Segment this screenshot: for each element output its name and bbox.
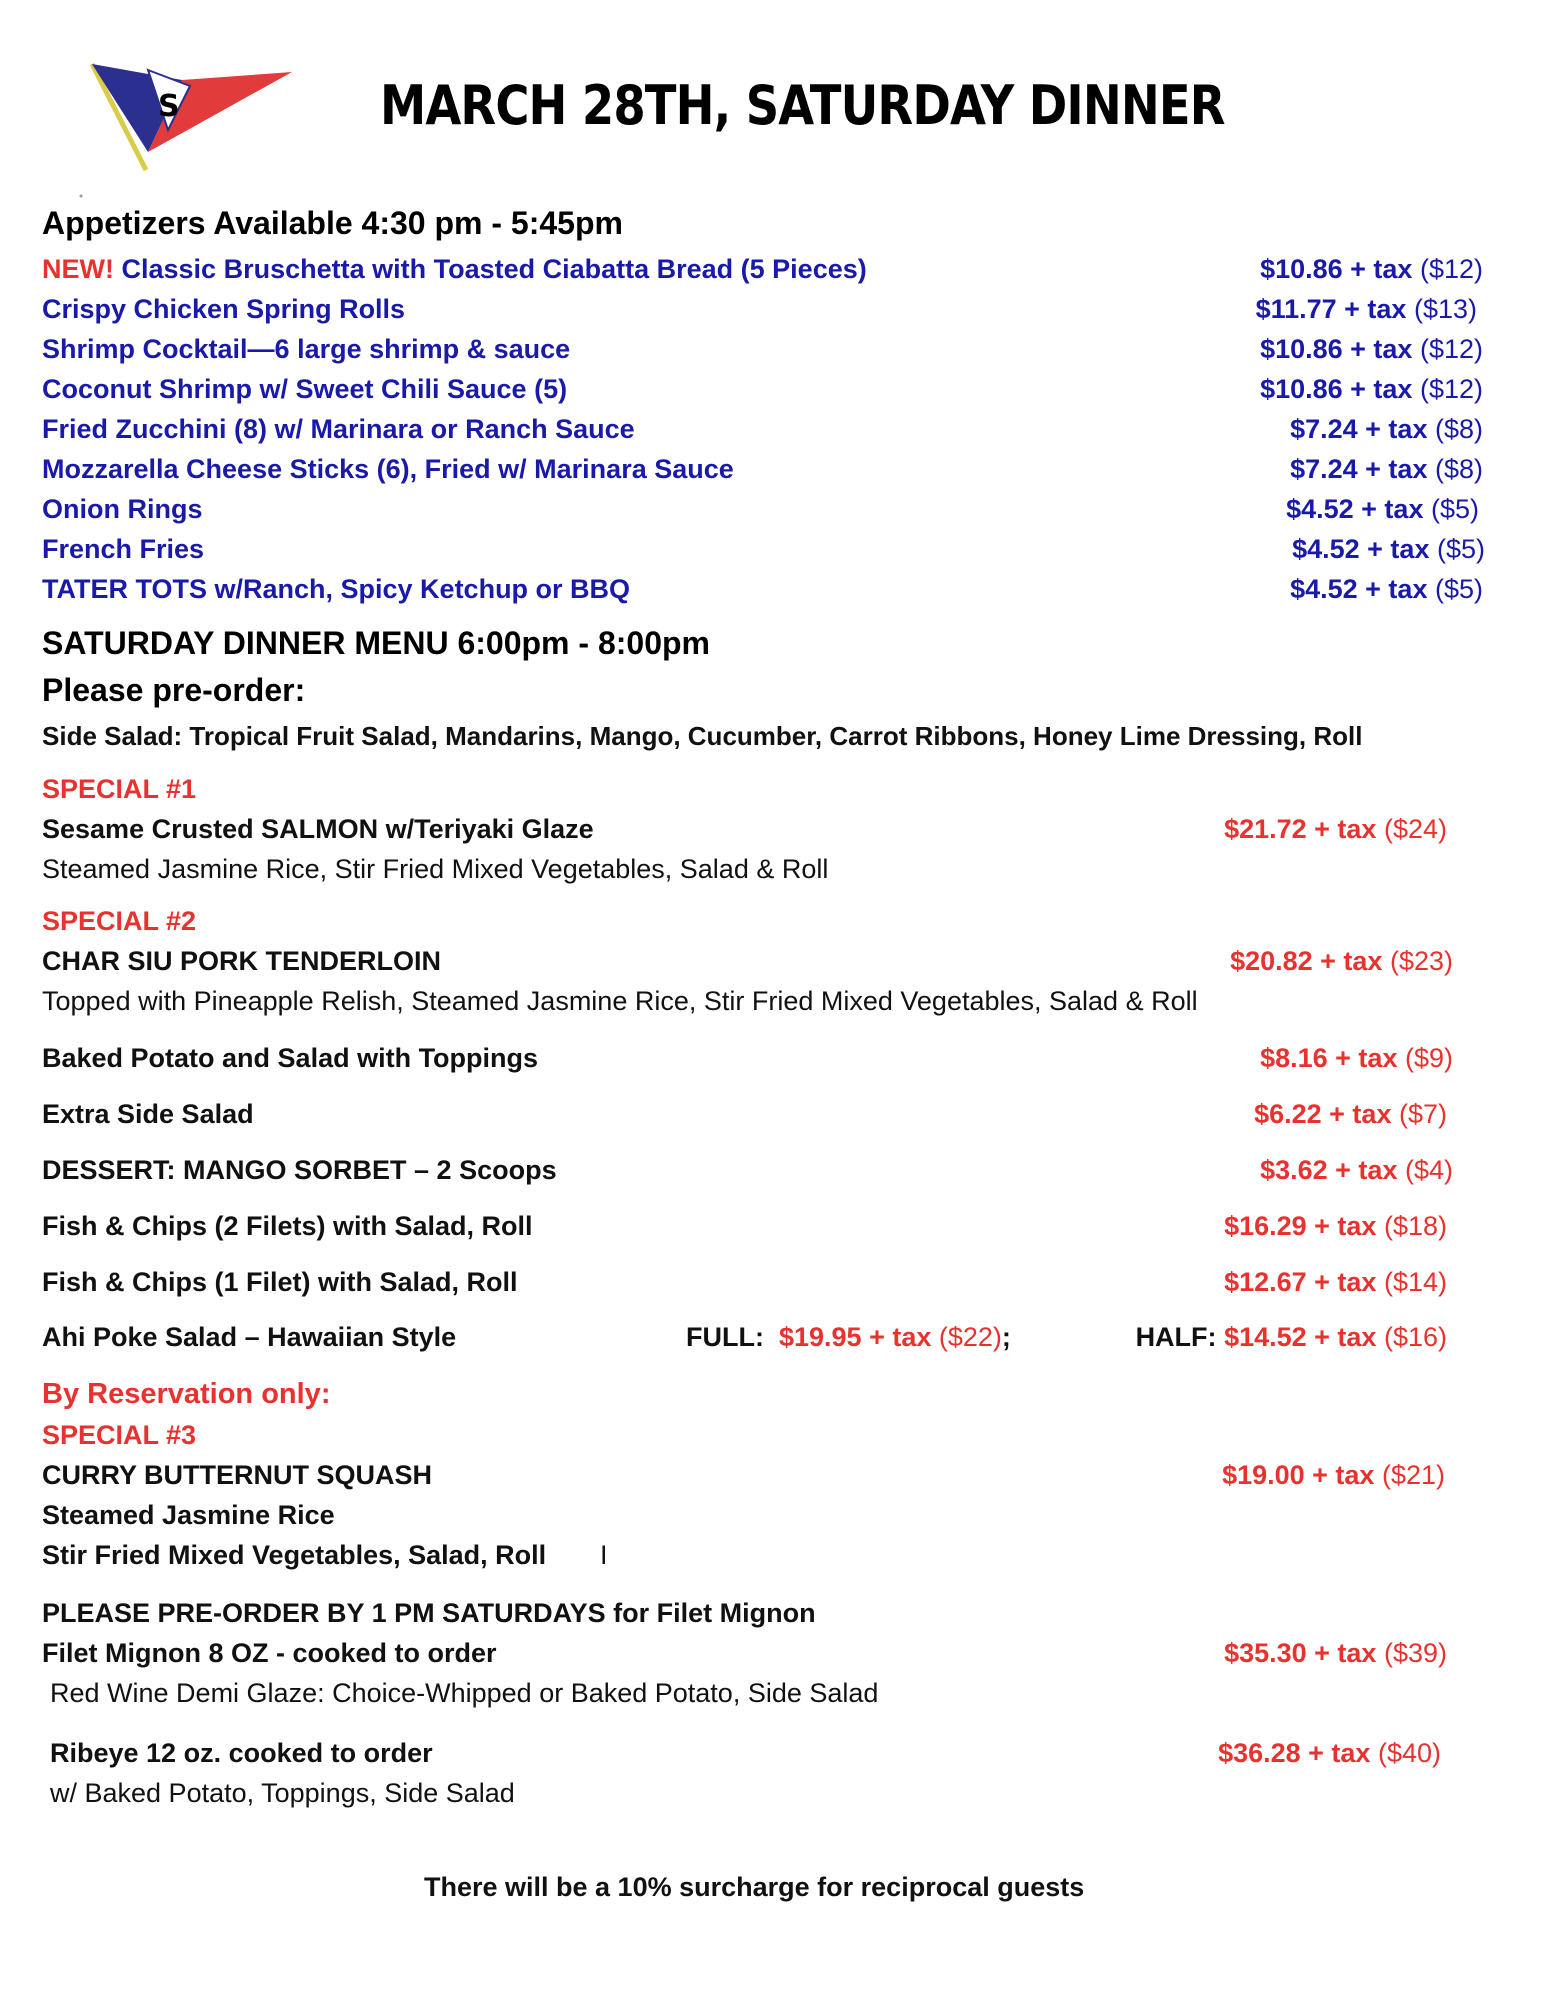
appetizer-item-name: TATER TOTS w/Ranch, Spicy Ketchup or BBQ: [42, 574, 631, 604]
appetizer-item-price: $4.52 + tax ($5): [1286, 494, 1479, 524]
ribeye-desc: w/ Baked Potato, Toppings, Side Salad: [50, 1778, 515, 1808]
special-3-label: SPECIAL #3: [42, 1420, 197, 1450]
filet-notice: PLEASE PRE-ORDER BY 1 PM SATURDAYS for Filet Mignon: [42, 1598, 816, 1628]
dinner-item-name: Baked Potato and Salad with Toppings: [42, 1043, 539, 1073]
appetizer-item-price: $7.24 + tax ($8): [1290, 454, 1483, 484]
dinner-item-name: Fish & Chips (2 Filets) with Salad, Roll: [42, 1211, 533, 1241]
filet-desc: Red Wine Demi Glaze: Choice-Whipped or Baked Potato, Side Salad: [50, 1678, 879, 1708]
dinner-item-name: Fish & Chips (1 Filet) with Salad, Roll: [42, 1267, 518, 1297]
dinner-item-price: $16.29 + tax ($18): [1224, 1211, 1447, 1241]
appetizer-item-price: $11.77 + tax ($13): [1255, 294, 1477, 324]
appetizer-item-price: $10.86 + tax ($12): [1260, 374, 1483, 404]
dinner-item-name: Extra Side Salad: [42, 1099, 254, 1129]
page-title: MARCH 28TH, SATURDAY DINNER: [380, 74, 1225, 137]
appetizer-item-name: Crispy Chicken Spring Rolls: [42, 294, 406, 324]
special-1-name: Sesame Crusted SALMON w/Teriyaki Glaze: [42, 814, 594, 844]
ribeye-name: Ribeye 12 oz. cooked to order: [50, 1738, 433, 1768]
appetizer-item-price: $4.52 + tax ($5): [1292, 534, 1485, 564]
dinner-item-price: $3.62 + tax ($4): [1260, 1155, 1453, 1185]
dinner-heading: SATURDAY DINNER MENU 6:00pm - 8:00pm: [42, 625, 710, 661]
special-3-line-1: Steamed Jasmine Rice: [42, 1500, 335, 1530]
poke-name: Ahi Poke Salad – Hawaiian Style: [42, 1322, 457, 1352]
surcharge-footer: There will be a 10% surcharge for reciprocal guests: [424, 1872, 1085, 1902]
filet-price: $35.30 + tax ($39): [1224, 1638, 1447, 1668]
appetizers-heading: Appetizers Available 4:30 pm - 5:45pm: [42, 205, 623, 241]
appetizer-item-name: French Fries: [42, 534, 205, 564]
preorder-heading: Please pre-order:: [42, 672, 306, 708]
special-1-desc: Steamed Jasmine Rice, Stir Fried Mixed Vegetables, Salad & Roll: [42, 854, 829, 884]
reservation-heading: By Reservation only:: [42, 1378, 331, 1410]
poke-full-price: FULL: $19.95 + tax ($22);: [686, 1322, 1011, 1352]
special-1-label: SPECIAL #1: [42, 774, 197, 804]
new-tag: NEW!: [42, 254, 114, 284]
dinner-item-price: $8.16 + tax ($9): [1260, 1043, 1453, 1073]
poke-half-price: HALF: $14.52 + tax ($16): [1135, 1322, 1447, 1352]
dinner-item-name: DESSERT: MANGO SORBET – 2 Scoops: [42, 1155, 557, 1185]
side-salad-line: Side Salad: Tropical Fruit Salad, Mandarins, Mango, Cucumber, Carrot Ribbons, Honey Lime Dressing, Roll: [42, 721, 1363, 751]
text-cursor-mark: I: [600, 1540, 608, 1570]
filet-name: Filet Mignon 8 OZ - cooked to order: [42, 1638, 497, 1668]
appetizer-item-price: $4.52 + tax ($5): [1290, 574, 1483, 604]
ribeye-price: $36.28 + tax ($40): [1218, 1738, 1441, 1768]
club-burgee-logo: [78, 52, 298, 202]
special-3-name: CURRY BUTTERNUT SQUASH: [42, 1460, 433, 1490]
special-3-line-2: Stir Fried Mixed Vegetables, Salad, Roll: [42, 1540, 547, 1570]
appetizer-item-name: Fried Zucchini (8) w/ Marinara or Ranch Sauce: [42, 414, 635, 444]
appetizer-item-name: NEW! Classic Bruschetta with Toasted Ciabatta Bread (5 Pieces): [42, 254, 867, 284]
special-3-price: $19.00 + tax ($21): [1222, 1460, 1445, 1490]
special-2-desc: Topped with Pineapple Relish, Steamed Jasmine Rice, Stir Fried Mixed Vegetables, Salad & Roll: [42, 986, 1198, 1016]
burgee-letter: S: [158, 89, 180, 124]
special-2-name: CHAR SIU PORK TENDERLOIN: [42, 946, 442, 976]
appetizer-item-price: $7.24 + tax ($8): [1290, 414, 1483, 444]
special-1-price: $21.72 + tax ($24): [1224, 814, 1447, 844]
special-2-price: $20.82 + tax ($23): [1230, 946, 1453, 976]
dinner-item-price: $12.67 + tax ($14): [1224, 1267, 1447, 1297]
appetizer-item-name: Shrimp Cocktail—6 large shrimp & sauce: [42, 334, 571, 364]
appetizer-item-name: Onion Rings: [42, 494, 203, 524]
appetizer-item-price: $10.86 + tax ($12): [1260, 334, 1483, 364]
appetizer-item-name: Coconut Shrimp w/ Sweet Chili Sauce (5): [42, 374, 568, 404]
appetizer-item-price: $10.86 + tax ($12): [1260, 254, 1483, 284]
dinner-item-price: $6.22 + tax ($7): [1254, 1099, 1447, 1129]
special-2-label: SPECIAL #2: [42, 906, 197, 936]
appetizer-item-name: Mozzarella Cheese Sticks (6), Fried w/ Marinara Sauce: [42, 454, 734, 484]
